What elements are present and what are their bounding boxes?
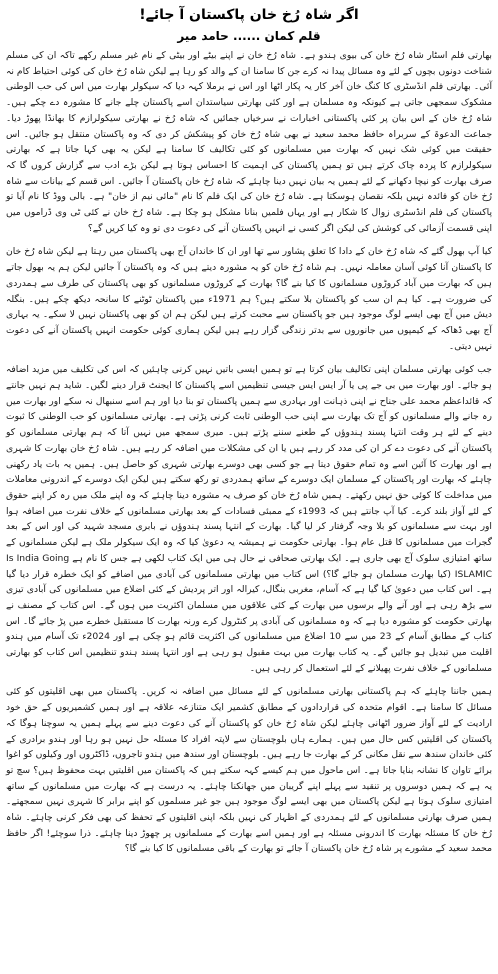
article-body [6, 48, 492, 857]
headline: اگر شاہ رُخ خان پاکستان آ جائے! [139, 7, 359, 23]
byline: قلم کمان ...... حامد میر [177, 29, 321, 43]
article-paragraph: جب کوئی بھارتی مسلمان اپنی تکالیف بیان کرتا ہے تو ہمیں ایسی باتیں نہیں کرنی چاہئیں کہ اس کی تکلیف میں مزید اضافہ ہو جائے۔ اور بھارت میں بی جے پی یا آر ایس ایس جیسی تنظیمیں اسے پاکستان کا ایجنٹ قرار دینے لگیں۔ شاید ہم نہیں جانتے کہ قائداعظم محمد علی جناح نے اپنی ذہانت اور بہادری سے ہمیں پاکستان تو بنا دیا اور ہم اسے سنبھال نہ سکے اور بھارت میں رہ جانے والے مسلمانوں کو آج تک بھارت سے اپنی حب الوطنی ثابت کرنی پڑتی ہے۔ بھارتی مسلمانوں کو حب الوطنی کا ثبوت دینے کے لئے ہر وقت انتہا پسند ہندوؤں کے طعنے سننے پڑتے ہیں۔ میری سمجھ میں نہیں آتا کہ ہم بھارتی مسلمانوں کو پاکستان آنے کی دعوت دے کر ان کی مدد کر رہے ہیں یا ان کی مشکلات میں اضافہ کر رہے ہیں۔ شاہ رُخ خان بھارت کا شہری ہے اور بھارت کا آئین اسے وہ تمام حقوق دیتا ہے جو کسی بھی دوسرے بھارتی شہری کو حاصل ہیں۔ ہمیں یہ بات یاد رکھنی چاہئے کہ بھارت اور پاکستان کے مسلمان ایک دوسرے کے ساتھ ہمدردی تو رکھ سکتے ہیں لیکن ایک دوسرے کے اندرونی معاملات میں مداخلت کا کوئی حق نہیں رکھتے۔ ہمیں شاہ رُخ خان کو صرف یہ مشورہ دینا چاہئے کہ وہ اپنے ملک میں رہ کر اپنے حقوق کے لئے آواز بلند کرے۔ کیا آپ جانتے ہیں کہ 1993ء کے ممبئی فسادات کے بعد بھارتی مسلمانوں کے خلاف نفرت میں اضافہ ہوا اور بہت سے مسلمانوں کو بلا وجہ گرفتار کر لیا گیا۔ بھارت کے انتہا پسند ہندوؤں نے بابری مسجد شہید کی اور اس کے بعد گجرات میں مسلمانوں کا قتل عام ہوا۔ بھارتی حکومت نے ہمیشہ یہ دعویٰ کیا کہ وہ ایک سیکولر ملک ہے لیکن مسلمانوں کے ساتھ امتیازی سلوک آج بھی جاری ہے۔ ایک بھارتی صحافی نے حال ہی میں ایک کتاب لکھی ہے جس کا نام ہے Is India Going ISLAMIC (کیا بھارت مسلمان ہو جائے گا؟) اس کتاب میں بھارتی مسلمانوں کی آبادی میں اضافے کو ایک خطرہ قرار دیا گیا ہے۔ اس کتاب میں دعویٰ کیا گیا ہے کہ آسام، مغربی بنگال، کیرالہ اور اتر پردیش کے کئی اضلاع میں مسلمانوں کی آبادی تیزی سے بڑھ رہی ہے اور آنے والے برسوں میں بھارت کے کئی علاقوں میں مسلمان اکثریت میں ہوں گے۔ اس کتاب کے مصنف نے بھارتی حکومت کو مشورہ دیا ہے کہ وہ مسلمانوں کی آبادی پر کنٹرول کرے ورنہ بھارت کا مستقبل خطرے میں پڑ جائے گا۔ اس کتاب کے مطابق آسام کے 23 میں سے 10 اضلاع میں مسلمانوں کی اکثریت قائم ہو چکی ہے اور 2024ء تک آسام میں ہندو اقلیت میں تبدیل ہو جائیں گے۔ یہ کتاب بھارت میں بہت مقبول ہو رہی ہے اور انتہا پسند ہندو تنظیمیں اس کتاب کو بھارتی مسلمانوں کے خلاف نفرت پھیلانے کے لئے استعمال کر رہی ہیں۔ [6, 364, 493, 674]
article-paragraph: ہمیں جاننا چاہئے کہ ہم پاکستانی بھارتی مسلمانوں کے لئے مسائل میں اضافہ نہ کریں۔ پاکستان میں بھی اقلیتوں کو کئی مسائل کا سامنا ہے۔ اقوام متحدہ کی قراردادوں کے مطابق کشمیر ایک متنازعہ علاقہ ہے اور ہمیں کشمیریوں کے حق خود ارادیت کے لئے آواز ضرور اٹھانی چاہئے لیکن شاہ رُخ خان کو پاکستان آنے کی دعوت دینے سے پہلے ہمیں یہ سوچنا ہوگا کہ پاکستان کی اقلیتیں کس حال میں ہیں۔ ہمارے ہاں بلوچستان سے لاپتہ افراد کا مسئلہ حل نہیں ہو رہا اور ہندو برادری کے کئی خاندان سندھ سے نقل مکانی کر کے بھارت جا رہے ہیں۔ بلوچستان اور سندھ میں ہندو تاجروں، ڈاکٹروں اور وکیلوں کو اغوا برائے تاوان کا نشانہ بنایا جاتا ہے۔ اس ماحول میں ہم کیسے کہہ سکتے ہیں کہ پاکستان میں اقلیتیں بہت محفوظ ہیں؟ سچ تو یہ ہے کہ ہمیں دوسروں پر تنقید سے پہلے اپنے گریبان میں جھانکنا چاہئے۔ یہ درست ہے کہ بھارت میں مسلمانوں کے ساتھ امتیازی سلوک ہوتا ہے لیکن پاکستان میں بھی ایسے لوگ موجود ہیں جو غیر مسلموں کو اپنے برابر کا شہری نہیں سمجھتے۔ ہمیں صرف بھارتی مسلمانوں کے لئے ہمدردی کے اظہار کی نہیں بلکہ اپنی اقلیتوں کے تحفظ کی بھی فکر کرنی چاہئے۔ شاہ رُخ خان کا مسئلہ بھارت کا اندرونی مسئلہ ہے اور ہمیں اسے بھارت کے مسلمانوں پر چھوڑ دینا چاہئے۔ ذرا سوچئے! اگر حافظ محمد سعید کے مشورے پر شاہ رُخ خان پاکستان آ جائے تو بھارت کے باقی مسلمانوں کا کیا بنے گا؟ [6, 686, 492, 855]
article-paragraph: کیا آپ بھول گئے کہ شاہ رُخ خان کے دادا کا تعلق پشاور سے تھا اور ان کا خاندان آج بھی پاکستان میں رہتا ہے لیکن شاہ رُخ خان کا پاکستان آنا کوئی آسان معاملہ نہیں۔ ہم شاہ رُخ خان کو یہ مشورہ دیتے ہیں کہ وہ پاکستان آ جائیں لیکن ہم یہ بھول جاتے ہیں کہ بھارت میں آباد کروڑوں مسلمانوں کا کیا بنے گا؟ بھارت کے کروڑوں مسلمانوں کو بھی پاکستان کی طرف سے ہمدردی کی ضرورت ہے۔ کیا ہم ان سب کو پاکستان بلا سکتے ہیں؟ ہم 1971ء میں پاکستان ٹوٹنے کا سانحہ دیکھ چکے ہیں۔ بنگلہ دیش میں آج بھی ایسے لوگ موجود ہیں جو پاکستان سے محبت کرتے ہیں لیکن ہم ان کو بھی پاکستان نہیں لا سکے۔ یہ بہاری آج بھی ڈھاکہ کے کیمپوں میں جانوروں سے بدتر زندگی گزار رہے ہیں لیکن ہماری کوئی حکومت انہیں پاکستان آنے کی دعوت نہیں دیتی۔ [6, 246, 492, 352]
article-paragraph: بھارتی فلم اسٹار شاہ رُخ خان کی بیوی ہندو ہے۔ شاہ رُخ خان نے اپنے بیٹے اور بیٹی کے نام غیر مسلم رکھے تاکہ ان کی مسلم شناخت دونوں بچوں کے لئے وہ مسائل پیدا نہ کرے جن کا سامنا ان کے والد کو رہا ہے لیکن شاہ رُخ خان کی کوئی احتیاط کام نہ آئی۔ بھارتی فلم انڈسٹری کا کنگ خان آخر کار یہ پکار اٹھا اور اس نے برملا کہہ دیا کہ سیکولر بھارت میں اس کی حب الوطنی مشکوک سمجھی جاتی ہے کیونکہ وہ مسلمان ہے اور کئی بھارتی سیاستدان اسے پاکستان چلے جانے کا مشورہ دے چکے ہیں۔ شاہ رُخ خان کے اس بیان پر کئی پاکستانی اخبارات نے سرخیاں جمائیں کہ شاہ رُخ نے بھارتی سیکولرازم کا بھانڈا پھوڑ دیا۔ جماعت الدعوۃ کے سربراہ حافظ محمد سعید نے بھی شاہ رُخ خان کو پیشکش کر دی کہ وہ پاکستان منتقل ہو جائیں۔ اس حقیقت میں کوئی شک نہیں کہ بھارت میں مسلمانوں کو کئی تکالیف کا سامنا ہے لیکن یہ بھی کہا جاتا ہے کہ بھارتی سیکولرازم کا پردہ چاک کرتے ہیں تو ہمیں پاکستان کی اہمیت کا احساس ہوتا ہے لیکن بڑے ادب سے گزارش کروں گا کہ صرف بھارت کو نیچا دکھانے کے لئے ہمیں یہ بیان نہیں دینا چاہئے کہ شاہ رُخ خان پاکستان آ جائیں۔ اس قسم کے بیانات سے شاہ رُخ خان کو فائدہ نہیں بلکہ نقصان ہوسکتا ہے۔ شاہ رُخ خان کی ایک فلم کا نام "مائی نیم از خان" ہے۔ بالی ووڈ کا نام آیا تو پاکستان کی فلم انڈسٹری زوال کا شکار ہے اور یہاں فلمیں بنانا مشکل ہو چکا ہے۔ شاہ رُخ خان نے کئی ٹی وی ڈراموں میں اپنی قسمت آزمائی کی کوشش کی لیکن اگر کسی نے انہیں پاکستان آنے کی دعوت دی تو وہ کیا کریں گے؟ [6, 50, 492, 234]
